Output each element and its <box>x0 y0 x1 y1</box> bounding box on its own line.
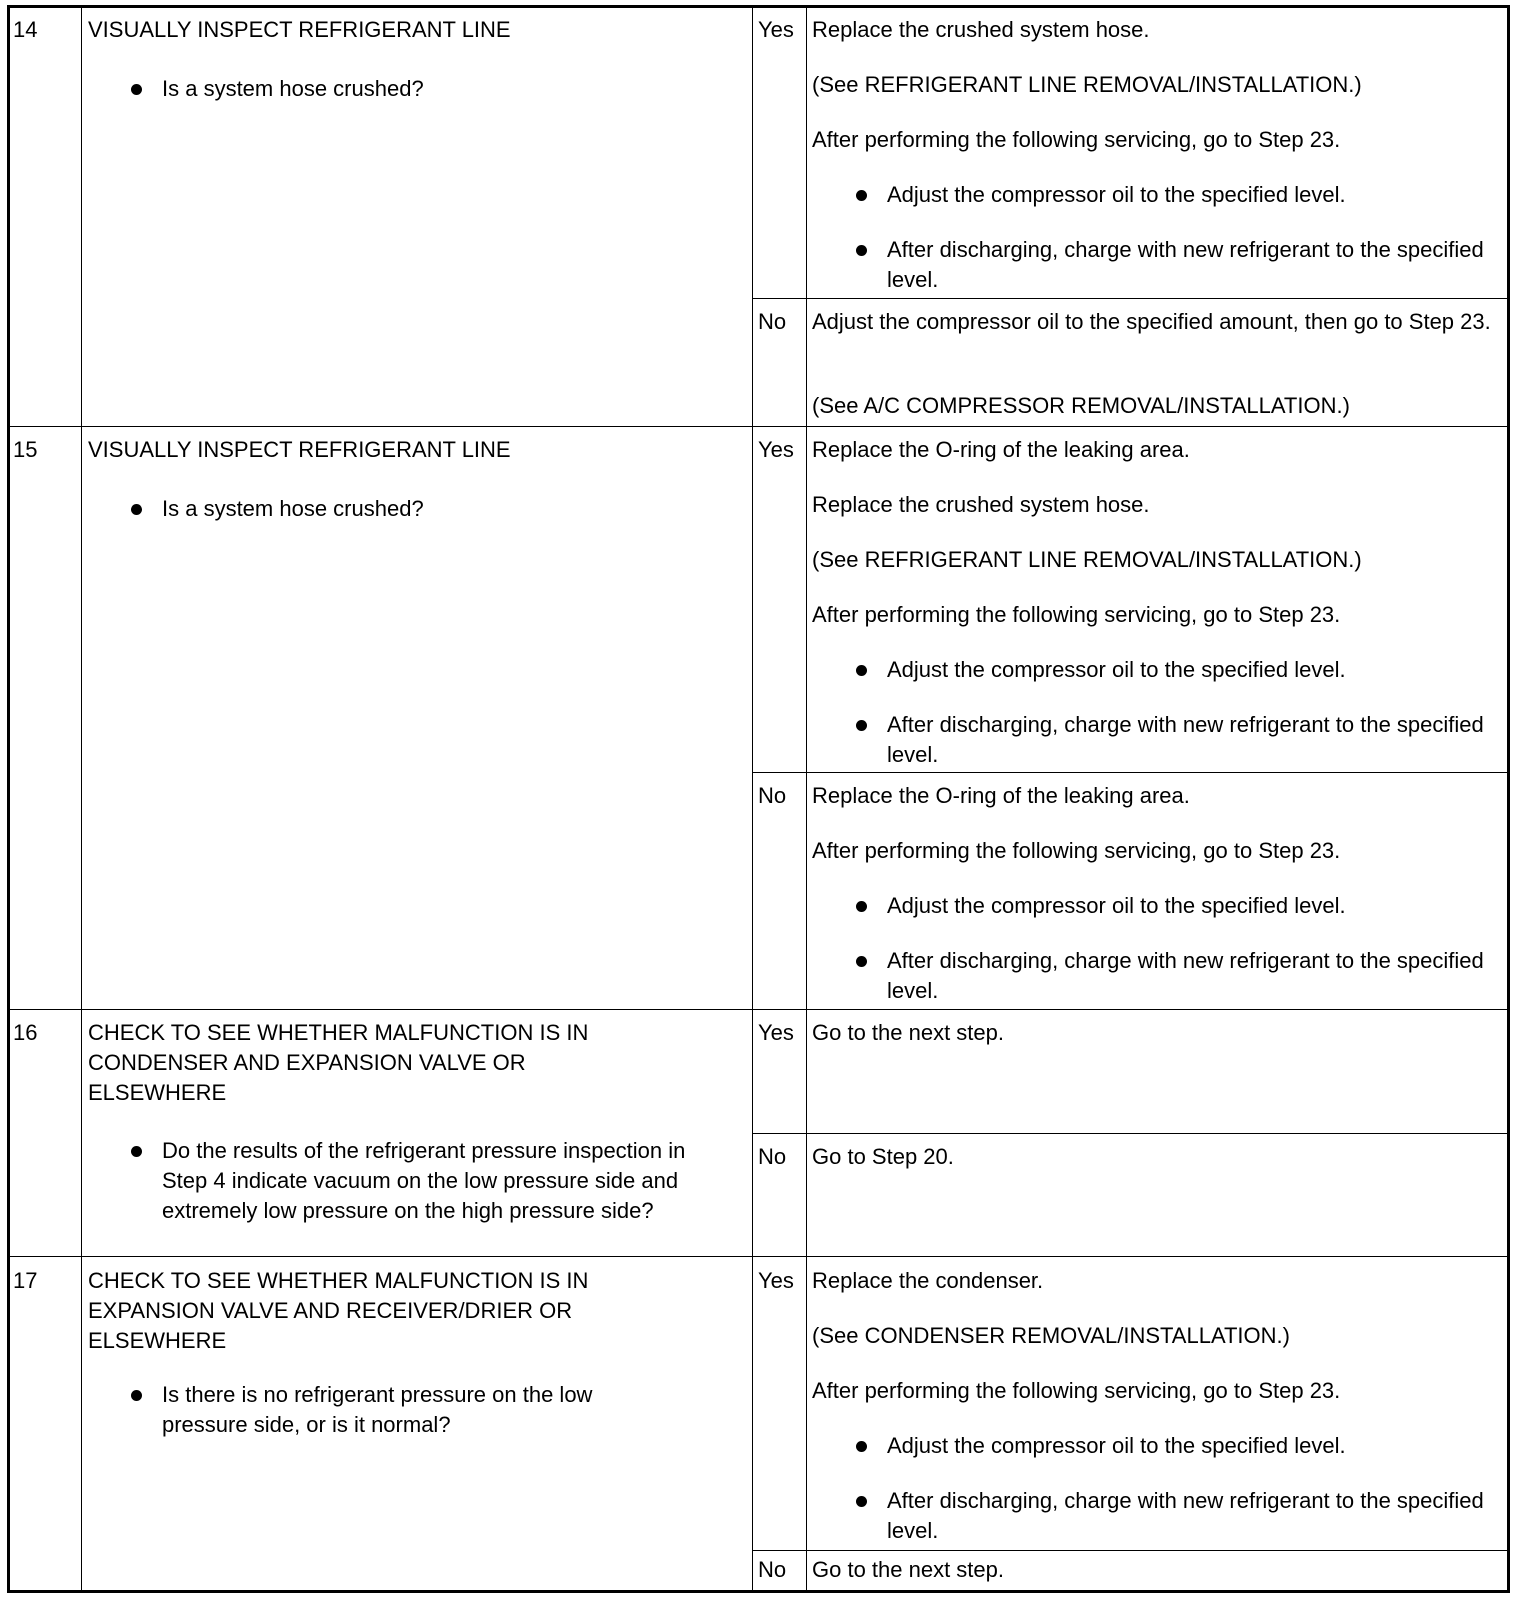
action-line: Replace the condenser. <box>812 1268 1044 1293</box>
action-line: Replace the O-ring of the leaking area. <box>812 783 1190 808</box>
action-line: Adjust the compressor oil to the specified amount, then go to Step 23. <box>812 309 1491 334</box>
step-title: VISUALLY INSPECT REFRIGERANT LINE <box>88 17 511 42</box>
action-bullet: After discharging, charge with new refrigerant to the specified level. <box>887 948 1484 1003</box>
yes-label: Yes <box>758 437 794 462</box>
action-bullet: Adjust the compressor oil to the specified level. <box>887 893 1346 918</box>
yes-label: Yes <box>758 1020 794 1045</box>
bullet-icon <box>856 190 867 201</box>
action-bullet: Adjust the compressor oil to the specified level. <box>887 657 1346 682</box>
bullet-icon <box>856 720 867 731</box>
yes-no-divider-16 <box>752 1133 1510 1134</box>
action-line: Replace the crushed system hose. <box>812 492 1150 517</box>
table-border-bottom <box>7 1590 1510 1593</box>
step-number: 16 <box>13 1020 38 1045</box>
bullet-icon <box>856 665 867 676</box>
step-number: 14 <box>13 17 38 42</box>
bullet-icon <box>856 956 867 967</box>
action-line: Replace the crushed system hose. <box>812 17 1150 42</box>
action-line: After performing the following servicing, go to Step 23. <box>812 838 1341 863</box>
step-question: Is there is no refrigerant pressure on the low pressure side, or is it normal? <box>162 1382 593 1437</box>
step-title: CHECK TO SEE WHETHER MALFUNCTION IS IN EXPANSION VALVE AND RECEIVER/DRIER OR ELSEWHERE <box>88 1268 589 1353</box>
step-question: Do the results of the refrigerant pressure inspection in Step 4 indicate vacuum on the low pressure side and extremely low pressure on the high pressure side? <box>162 1138 686 1223</box>
action-line: After performing the following servicing, go to Step 23. <box>812 127 1341 152</box>
row-divider-14-15 <box>7 426 1510 427</box>
step-title: CHECK TO SEE WHETHER MALFUNCTION IS IN CONDENSER AND EXPANSION VALVE OR ELSEWHERE <box>88 1020 589 1105</box>
yes-label: Yes <box>758 1268 794 1293</box>
bullet-icon <box>131 1146 142 1157</box>
action-line: After performing the following servicing, go to Step 23. <box>812 1378 1341 1403</box>
no-label: No <box>758 1144 787 1169</box>
step-question: Is a system hose crushed? <box>162 496 424 521</box>
table-border-top <box>7 5 1510 8</box>
bullet-icon <box>856 901 867 912</box>
bullet-icon <box>131 84 142 95</box>
action-bullet: After discharging, charge with new refrigerant to the specified level. <box>887 237 1484 292</box>
action-bullet: After discharging, charge with new refrigerant to the specified level. <box>887 712 1484 767</box>
column-divider-step <box>81 5 82 1593</box>
action-line: (See REFRIGERANT LINE REMOVAL/INSTALLATION.) <box>812 547 1362 572</box>
action-bullet: Adjust the compressor oil to the specified level. <box>887 1433 1346 1458</box>
action-line: After performing the following servicing, go to Step 23. <box>812 602 1341 627</box>
step-title: VISUALLY INSPECT REFRIGERANT LINE <box>88 437 511 462</box>
action-line: Go to the next step. <box>812 1020 1005 1045</box>
bullet-icon <box>856 1441 867 1452</box>
action-line: Replace the O-ring of the leaking area. <box>812 437 1190 462</box>
step-number: 15 <box>13 437 38 462</box>
yes-no-divider-15 <box>752 772 1510 773</box>
table-border-left <box>7 5 10 1593</box>
bullet-icon <box>856 245 867 256</box>
step-question: Is a system hose crushed? <box>162 76 424 101</box>
action-line: Go to Step 20. <box>812 1144 954 1169</box>
row-divider-15-16 <box>7 1009 1510 1010</box>
column-divider-result <box>752 5 753 1593</box>
action-bullet: Adjust the compressor oil to the specified level. <box>887 182 1346 207</box>
yes-label: Yes <box>758 17 794 42</box>
action-line: (See CONDENSER REMOVAL/INSTALLATION.) <box>812 1323 1290 1348</box>
step-number: 17 <box>13 1268 38 1293</box>
diagnostic-table <box>7 5 1510 1593</box>
yes-no-divider-14 <box>752 298 1510 299</box>
action-line: (See REFRIGERANT LINE REMOVAL/INSTALLATION.) <box>812 72 1362 97</box>
column-divider-action <box>806 5 807 1593</box>
action-line: Go to the next step. <box>812 1557 1005 1582</box>
bullet-icon <box>131 504 142 515</box>
bullet-icon <box>856 1496 867 1507</box>
table-border-right <box>1507 5 1510 1593</box>
no-label: No <box>758 783 787 808</box>
yes-no-divider-17 <box>752 1550 1510 1551</box>
action-line: (See A/C COMPRESSOR REMOVAL/INSTALLATION.) <box>812 393 1350 418</box>
no-label: No <box>758 309 787 334</box>
action-bullet: After discharging, charge with new refrigerant to the specified level. <box>887 1488 1484 1543</box>
no-label: No <box>758 1557 787 1582</box>
bullet-icon <box>131 1390 142 1401</box>
row-divider-16-17 <box>7 1256 1510 1257</box>
